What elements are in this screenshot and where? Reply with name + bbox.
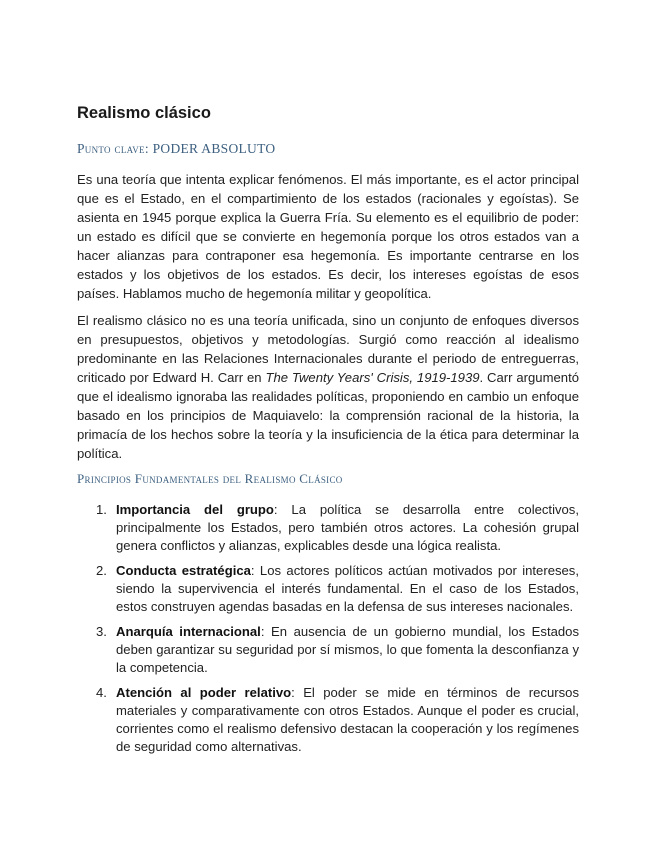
page-title: Realismo clásico: [77, 104, 211, 122]
list-number: 1.: [96, 502, 107, 517]
principle-term: Importancia del grupo: [116, 502, 274, 517]
principle-term: Atención al poder relativo: [116, 685, 292, 700]
principles-heading: Principios Fundamentales del Realismo Clásico: [77, 471, 343, 486]
key-point-value: PODER ABSOLUTO: [152, 141, 276, 156]
list-number: 2.: [96, 563, 107, 578]
list-item: [96, 501, 579, 555]
intro-paragraph: Es una teoría que intenta explicar fenómenos. El más importante, es el actor principal que es el Estado, en el compartimiento de los estados (racionales y egoístas). Se asienta en 1945 porque explica la Guerra Fría. Su elemento es el equilibrio de poder: un estado es difícil que se convierte en hegemonía porque los otros estados van a hacer alianzas para contraponer esa hegemonía. Es importante centrarse en los estados y los objetivos de los estados. Es decir, los intereses egoístas de esos países. Hablamos mucho de hegemonía militar y geopolítica.: [77, 172, 579, 301]
context-paragraph: [77, 311, 579, 463]
key-point-separator: :: [144, 141, 153, 156]
list-item: [96, 684, 579, 756]
list-item: [96, 623, 579, 677]
list-number: 3.: [96, 624, 107, 639]
book-title: The Twenty Years' Crisis, 1919-1939: [265, 370, 480, 385]
key-point-heading: [77, 141, 275, 157]
list-number: 4.: [96, 685, 107, 700]
principle-text: : La política se desarrolla entre colectivos, principalmente los Estados, pero también otros actores. La cohesión grupal genera conflictos y alianzas, explicables desde una lógica realista.: [116, 502, 579, 553]
principle-term: Conducta estratégica: [116, 563, 251, 578]
key-point-prefix: Punto clave: [77, 141, 145, 156]
principle-text: : Los actores políticos actúan motivados por intereses, siendo la supervivencia el interés fundamental. En el caso de los Estados, estos construyen agendas basadas en la defensa de sus intereses nacionales.: [116, 563, 579, 614]
list-item: [96, 562, 579, 616]
context-text-start: El realismo clásico no es una teoría unificada, sino un conjunto de enfoques diversos en presupuestos, objetivos y metodologías. Surgió como reacción al idealismo predominante en las Relaciones Internacionales durante el periodo de entreguerras, criticado por Edward H. Carr en: [77, 313, 579, 385]
principles-list: [96, 501, 579, 763]
principle-text: : En ausencia de un gobierno mundial, los Estados deben garantizar su seguridad por sí mismos, lo que fomenta la desconfianza y la competencia.: [116, 624, 579, 675]
context-text-end: . Carr argumentó que el idealismo ignoraba las realidades políticas, proponiendo en cambio un enfoque basado en los principios de Maquiavelo: la comprensión racional de la historia, la primacía de los hechos sobre la teoría y la insuficiencia de la ética para determinar la política.: [77, 370, 579, 461]
principle-text: : El poder se mide en términos de recursos materiales y comparativamente con otros Estados. Aunque el poder es crucial, corrientes como el realismo defensivo destacan la cooperación y los regímenes de seguridad como alternativas.: [116, 685, 579, 754]
principle-term: Anarquía internacional: [116, 624, 261, 639]
